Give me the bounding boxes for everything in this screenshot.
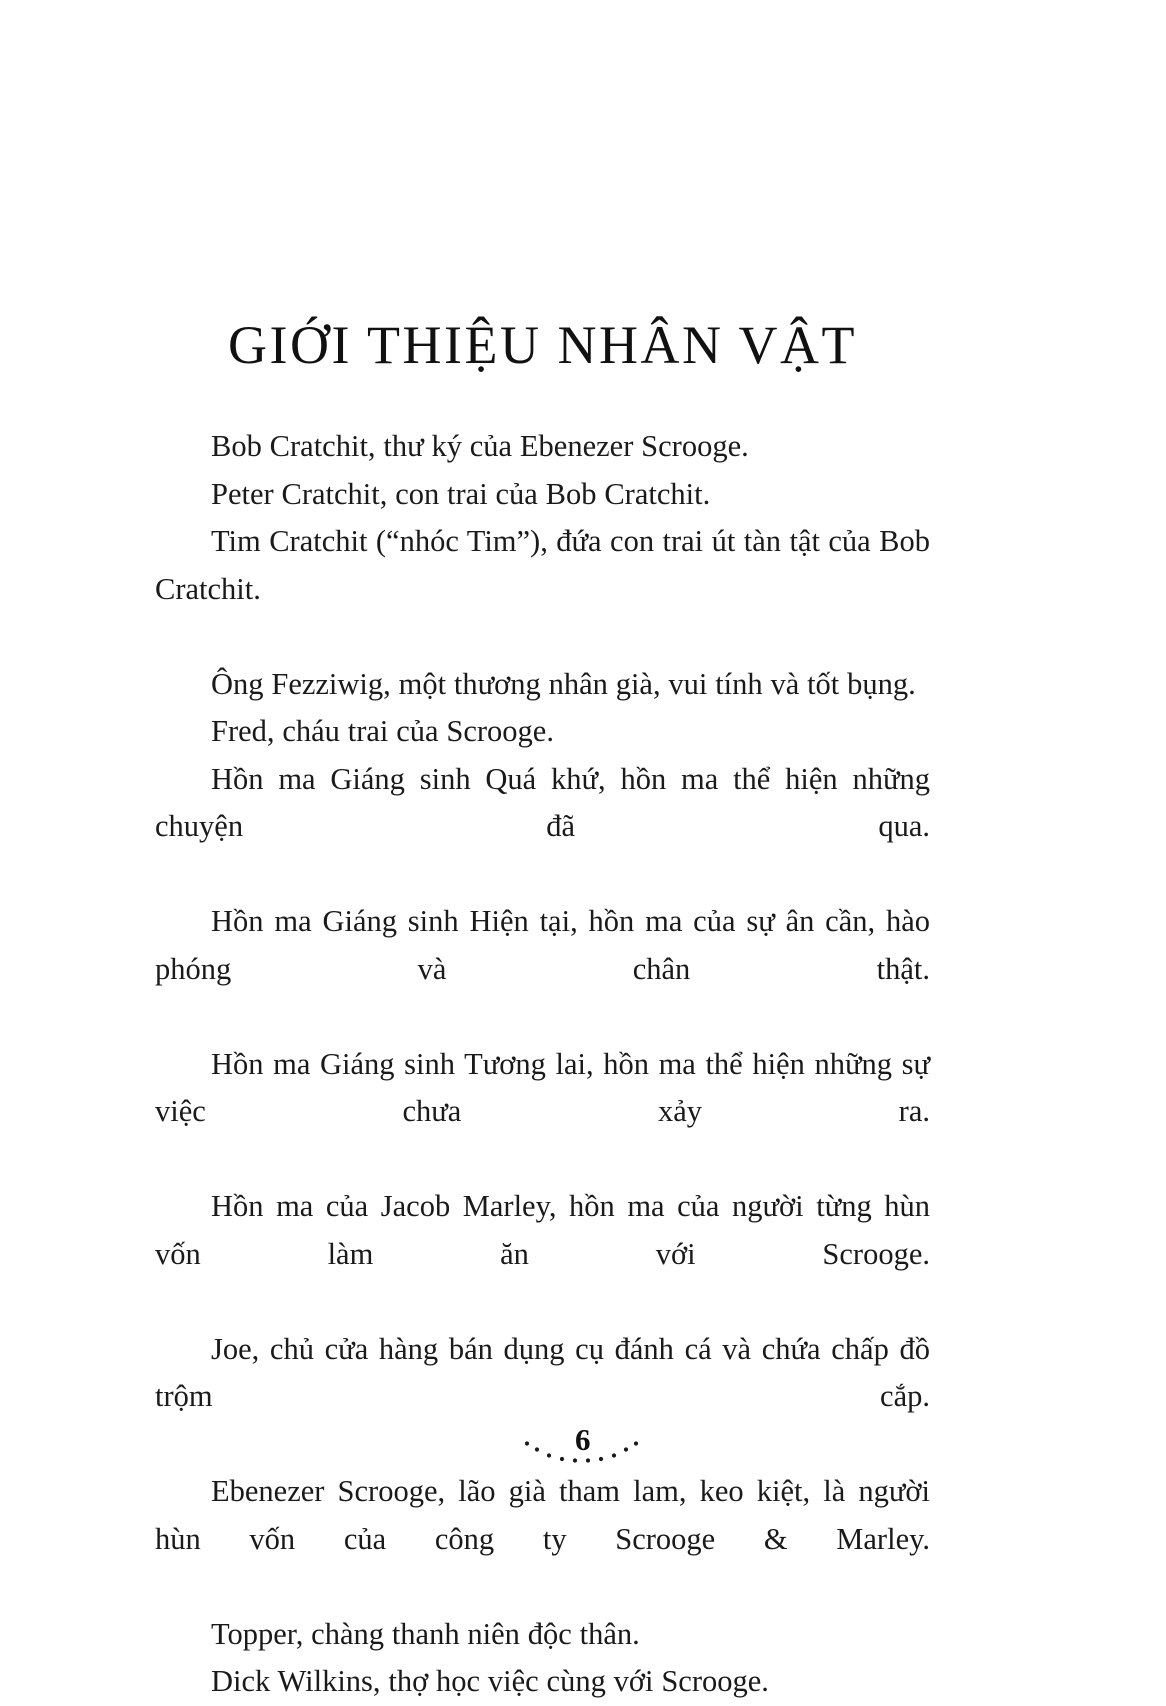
list-item-fred: Fred, cháu trai của Scrooge. — [211, 714, 554, 749]
page-number: 6 — [575, 1422, 591, 1457]
list-item-topper: Topper, chàng thanh niên độc thân. — [211, 1616, 640, 1651]
list-item-tim-cratchit: Tim Cratchit (“nhóc Tim”), đứa con trai út tàn tật của Bob Cratchit. — [155, 524, 930, 606]
list-item-ebenezer-scrooge: Ebenezer Scrooge, lão già tham lam, keo kiệt, là người hùn vốn của công ty Scrooge & Marley. — [155, 1474, 930, 1556]
list-item-dick-wilkins: Dick Wilkins, thợ học việc cùng với Scrooge. — [211, 1664, 769, 1699]
list-item-ghost-of-christmas-present: Hồn ma Giáng sinh Hiện tại, hồn ma của sự ân cần, hào phóng và chân thật. — [155, 904, 930, 986]
list-item-peter-cratchit: Peter Cratchit, con trai của Bob Cratchit. — [211, 476, 711, 511]
list-item-ghost-of-christmas-future: Hồn ma Giáng sinh Tương lai, hồn ma thể hiện những sự việc chưa xảy ra. — [155, 1046, 930, 1129]
list-item-ghost-of-jacob-marley: Hồn ma của Jacob Marley, hồn ma của người từng hùn vốn làm ăn với Scrooge. — [155, 1189, 930, 1271]
list-item-ong-fezziwig: Ông Fezziwig, một thương nhân già, vui tính và tốt bụng. — [211, 666, 916, 701]
list-item-ghost-of-christmas-past: Hồn ma Giáng sinh Quá khứ, hồn ma thể hiện những chuyện đã qua. — [155, 761, 930, 844]
page-footer — [0, 1424, 1166, 1534]
list-item-joe: Joe, chủ cửa hàng bán dụng cụ đánh cá và chứa chấp đồ trộm cắp. — [155, 1331, 930, 1414]
page-title: GIỚI THIỆU NHÂN VẬT — [228, 315, 857, 375]
list-item-bob-cratchit: Bob Cratchit, thư ký của Ebenezer Scrooge. — [211, 429, 749, 464]
